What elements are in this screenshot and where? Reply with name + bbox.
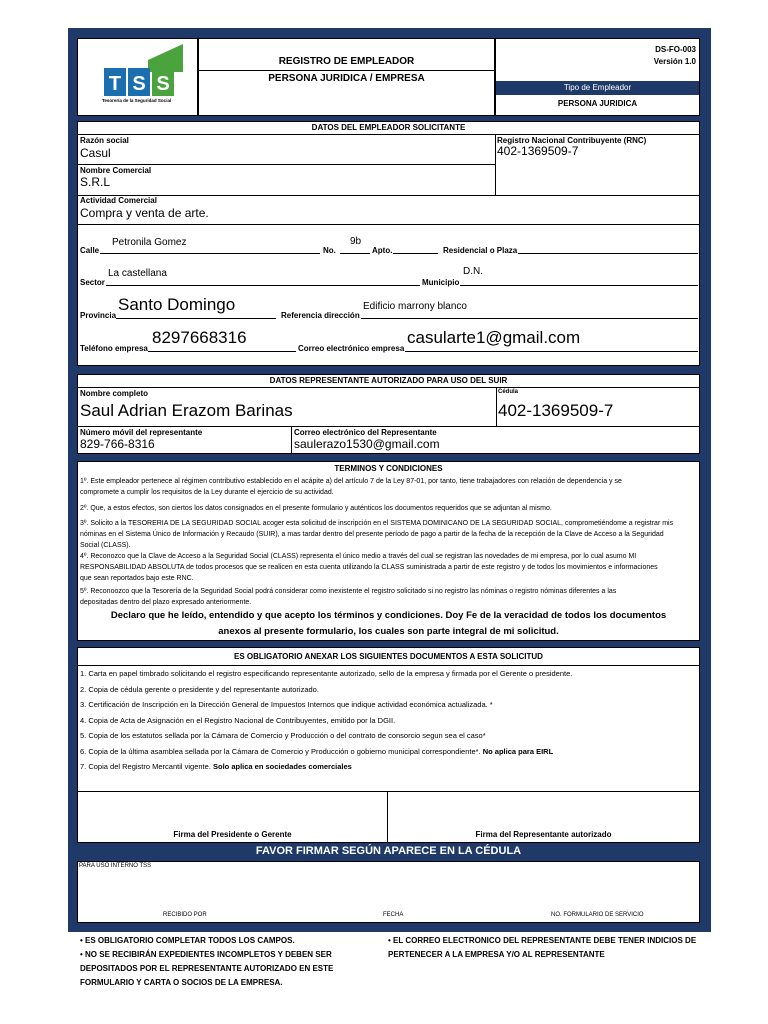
rep-nombre-label: Nombre completo (80, 389, 149, 398)
internal-formulario: NO. FORMULARIO DE SERVICIO (551, 912, 644, 918)
nombre-comercial-value[interactable]: S.R.L (80, 175, 111, 189)
logo-caption: Tesorería de la Seguridad Social (102, 98, 172, 103)
employer-type-value: PERSONA JURIDICA (557, 99, 638, 108)
signature-president-label: Firma del Presidente o Gerente (173, 830, 292, 839)
term-line: RESPONSABILIDAD ABSOLUTA de todos procesos que se realicen en esta cuenta utilizando la CLASS suministrada a partir de este registro y de todos los movimientos e informaciones (80, 564, 658, 571)
provincia-label: Provincia (80, 311, 117, 320)
footer-note: FORMULARIO Y CARTA O SOCIOS DE LA EMPRESA. (80, 978, 283, 987)
document-item: 5. Copia de los estatutos sellada por la Cámara de Comercio y Producción o del contrato de consorcio segun sea el caso* (80, 731, 486, 740)
no-value[interactable]: 9b (350, 236, 362, 247)
term-line: 1º. Este empleador pertenece al régimen contributivo establecido en el acápite a) del artículo 7 de la Ley 87-01, por tanto, tiene trabajadores con relación de dependencia y se (80, 478, 622, 485)
internal-fecha: FECHA (383, 912, 404, 918)
term-line: 4º. Reconozco que la Clave de Acceso a la Seguridad Social (CLASS) representa el único medio a través del cual se registran las novedades de mi empresa, por lo cual asumo MI (80, 553, 637, 560)
declaration-line-1: Declaro que he leído, entendido y que acepto los términos y condiciones. Doy Fe de la veracidad de todos los documentos (110, 610, 667, 621)
referencia-label: Referencia dirección (281, 311, 360, 320)
rep-movil-label: Número móvil del representante (80, 428, 203, 437)
internal-title: PARA USO INTERNO TSS (79, 863, 152, 869)
term-line: que sean reportados bajo este RNC. (80, 575, 194, 582)
apto-label: Apto. (372, 246, 393, 255)
document-item: 4. Copia de Acta de Asignación en el Registro Nacional de Contribuyentes, emitido por la DGII. (80, 716, 396, 725)
rep-correo-label: Correo electrónico del Representante (294, 428, 437, 437)
signature-president-box[interactable] (77, 791, 388, 843)
term-line: 5º. Reconoozco que la Tesorería de la Seguridad Social podrá considerar como inexistente el registro solicitado si no registro las nóminas o registro nóminas diferentes a las (80, 588, 617, 595)
telefono-label: Teléfono empresa (80, 344, 148, 353)
header-title-box (198, 38, 495, 116)
municipio-value[interactable]: D.N. (463, 266, 483, 277)
calle-value[interactable]: Petronila Gomez (112, 237, 187, 248)
rep-cedula-label: Cédula (498, 389, 519, 395)
page-title: REGISTRO DE EMPLEADOR (278, 56, 415, 67)
footer-right (388, 934, 718, 962)
footer-note: PERTENECER A LA EMPRESA Y/O AL REPRESENTANTE (388, 950, 605, 959)
terms-title: TERMINOS Y CONDICIONES (334, 464, 443, 473)
footer-note: • ES OBLIGATORIO COMPLETAR TODOS LOS CAMPOS. (80, 936, 295, 945)
correo-empresa-value[interactable]: casularte1@gmail.com (407, 328, 581, 347)
rnc-value[interactable]: 402-1369509-7 (497, 144, 579, 158)
employer-section (77, 121, 700, 366)
employer-type-label: Tipo de Empleador (496, 81, 699, 95)
razon-social-label: Razón social (80, 136, 129, 145)
sector-value[interactable]: La castellana (108, 268, 167, 279)
svg-text:T: T (108, 73, 122, 95)
municipio-label: Municipio (422, 278, 460, 287)
svg-text:S: S (156, 73, 170, 95)
term-line: depositadas dentro del plazo expresado anteriormente. (80, 599, 252, 606)
correo-empresa-label: Correo electrónico empresa (298, 344, 405, 353)
footer-note: • NO SE RECIBIRÁN EXPEDIENTES INCOMPLETOS Y DEBEN SER (80, 950, 332, 959)
documents-section (77, 647, 700, 798)
document-item: 2. Copia de cédula gerente o presidente y del representante autorizado. (80, 685, 319, 694)
actividad-label: Actividad Comercial (80, 196, 157, 205)
document-item: 3. Certificación de Inscripción en la Dirección General de Impuestos Internos que indique actividad económica actualizada. * (80, 700, 493, 709)
sector-label: Sector (80, 278, 105, 287)
document-item: 6. Copia de la última asamblea sellada por la Cámara de Comercio y Producción o gobierno municipal correspondiente*. No aplica para EIRL (80, 747, 554, 756)
razon-social-value[interactable]: Casul (80, 146, 111, 160)
form-version: Versión 1.0 (653, 57, 696, 66)
term-line: nóminas en el Sistema Único de Información y Recaudo (SUIR), a mas tardar dentro del presente período de pago a partir de la fecha de la recepción de la Clave de Acceso a la Seguridad (80, 531, 664, 538)
term-line: Social (CLASS). (80, 542, 131, 549)
rep-nombre-value[interactable]: Saul Adrian Erazom Barinas (80, 401, 293, 420)
term-line: 3º. Solicito a la TESORERIA DE LA SEGURIDAD SOCIAL acoger esta solicitud de inscripción en el SISTEMA DOMINICANO DE LA SEGURIDAD SOCIAL, comprometiéndome a registrar mis (80, 520, 674, 527)
rep-correo-value[interactable]: saulerazo1530@gmail.com (294, 437, 440, 451)
term-line: compromete a cumplir los requisitos de la Ley durante el ejercicio de su actividad. (80, 489, 334, 496)
document-item: 7. Copia del Registro Mercantil vigente. Solo aplica en sociedades comerciales (80, 762, 352, 771)
provincia-value[interactable]: Santo Domingo (118, 295, 236, 314)
form-code: DS-FO-003 (655, 45, 696, 54)
footer-left (80, 934, 380, 990)
nombre-comercial-label: Nombre Comercial (80, 166, 152, 175)
footer-note: • EL CORREO ELECTRONICO DEL REPRESENTANTE DEBE TENER INDICIOS DE (388, 936, 697, 945)
document-item: 1. Carta en papel timbrado solicitando el registro especificando representante autorizado, sello de la empresa y firmada por el Gerente o presidente. (80, 669, 573, 678)
internal-recibido: RECIBIDO POR (163, 912, 207, 918)
representative-section-title: DATOS REPRESENTANTE AUTORIZADO PARA USO DEL SUIR (269, 376, 508, 385)
footer-note: DEPOSITADOS POR EL REPRESENTANTE AUTORIZADO EN ESTE (80, 964, 334, 973)
terms-section (77, 461, 700, 641)
employer-section-title: DATOS DEL EMPLEADOR SOLICITANTE (311, 123, 466, 132)
header-code-box (495, 38, 700, 116)
representative-section (77, 374, 700, 454)
sign-banner: FAVOR FIRMAR SEGÚN APARECE EN LA CÉDULA (255, 845, 522, 857)
internal-use-box (77, 861, 700, 923)
documents-title: ES OBLIGATORIO ANEXAR LOS SIGUIENTES DOCUMENTOS A ESTA SOLICITUD (234, 652, 543, 661)
no-label: No. (323, 246, 336, 255)
form-frame (68, 28, 711, 932)
actividad-value[interactable]: Compra y venta de arte. (80, 206, 209, 220)
residencial-label: Residencial o Plaza (443, 246, 518, 255)
header-logo-box (77, 38, 198, 116)
svg-text:S: S (132, 73, 146, 95)
rep-cedula-value[interactable]: 402-1369509-7 (498, 401, 614, 420)
calle-label: Calle (80, 246, 100, 255)
page-subtitle: PERSONA JURIDICA / EMPRESA (268, 73, 425, 84)
referencia-value[interactable]: Edificio marrony blanco (363, 301, 467, 312)
term-line: 2º. Que, a estos efectos, son ciertos los datos consignados en el presente formulario y auténticos los documentos requeridos que se adjuntan al mismo. (80, 505, 552, 512)
declaration-line-2: anexos al presente formulario, los cuales son parte integral de mi solicitud. (218, 626, 559, 637)
signature-representative-box[interactable] (387, 791, 700, 843)
telefono-value[interactable]: 8297668316 (152, 328, 247, 347)
rnc-label: Registro Nacional Contribuyente (RNC) (497, 136, 647, 145)
rep-movil-value[interactable]: 829-766-8316 (80, 437, 155, 451)
signature-representative-label: Firma del Representante autorizado (475, 830, 612, 839)
